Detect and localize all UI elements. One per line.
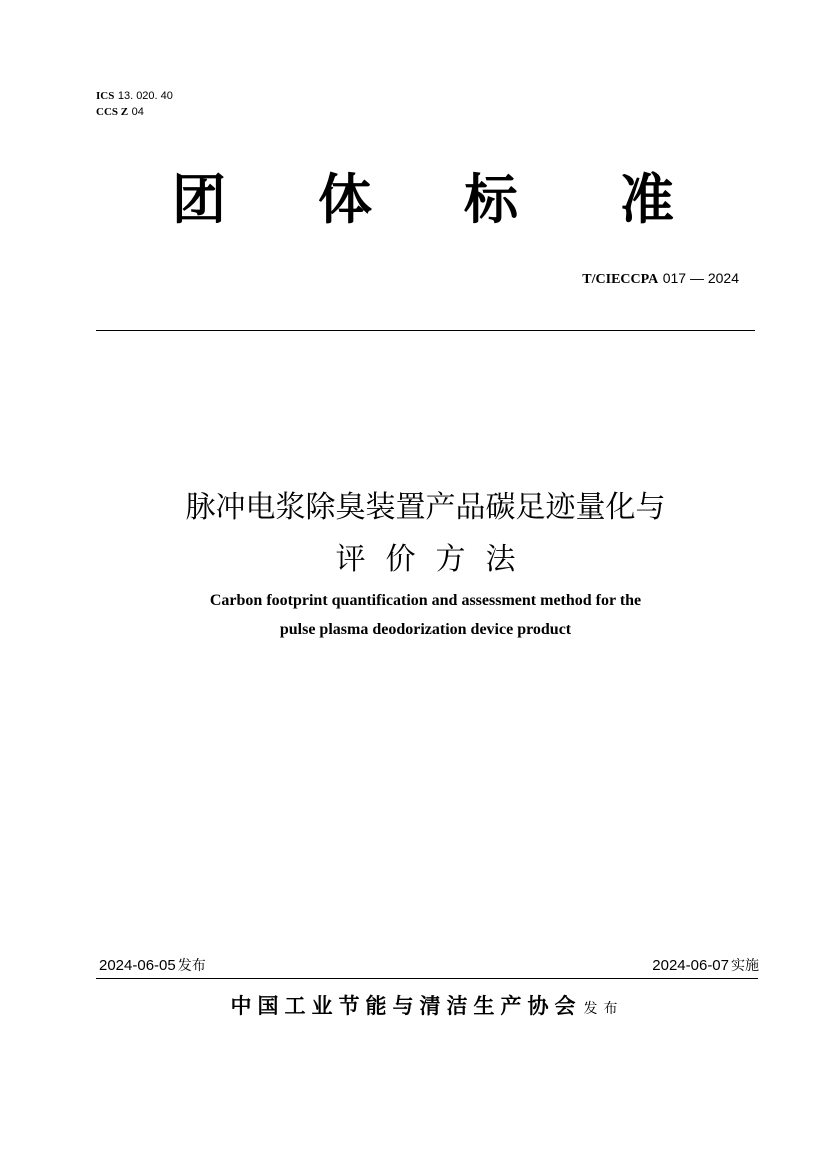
header-char-1: 团 — [172, 168, 226, 231]
issue-date-value: 2024-06-05 — [99, 957, 176, 974]
issue-date-label: 发布 — [177, 958, 206, 974]
title-en-line2: pulse plasma deodorization device product — [279, 621, 572, 638]
issue-date — [99, 954, 206, 977]
publisher-org: 中国工业节能与清洁生产协会 — [230, 993, 582, 1018]
implement-date — [652, 954, 759, 977]
ccs-label: CCS Z — [96, 106, 129, 118]
classification-codes — [96, 88, 173, 120]
title-en-line1: Carbon footprint quantification and assessment method for the — [209, 592, 642, 609]
standard-number-value: 017 — 2024 — [662, 270, 739, 286]
title-cn-line2: 评价方法 — [335, 542, 536, 577]
ics-code — [96, 88, 173, 104]
footer-divider — [96, 978, 758, 979]
publisher-label: 发布 — [583, 1001, 624, 1017]
standard-number — [582, 268, 739, 290]
ccs-code — [96, 104, 173, 120]
header-char-3: 标 — [464, 168, 518, 231]
title-cn-line1: 脉冲电浆除臭装置产品碳足迹量化与 — [185, 490, 666, 525]
standard-number-prefix: T/CIECCPA — [582, 272, 659, 287]
implement-date-label: 实施 — [731, 958, 759, 974]
publisher — [96, 990, 758, 1020]
implement-date-value: 2024-06-07 — [652, 957, 729, 974]
header-char-2: 体 — [318, 168, 372, 231]
ccs-value: 04 — [131, 106, 144, 118]
header-divider — [96, 330, 755, 331]
ics-label: ICS — [96, 90, 115, 102]
header-char-4: 准 — [620, 168, 674, 231]
ics-value: 13. 020. 40 — [117, 90, 173, 102]
